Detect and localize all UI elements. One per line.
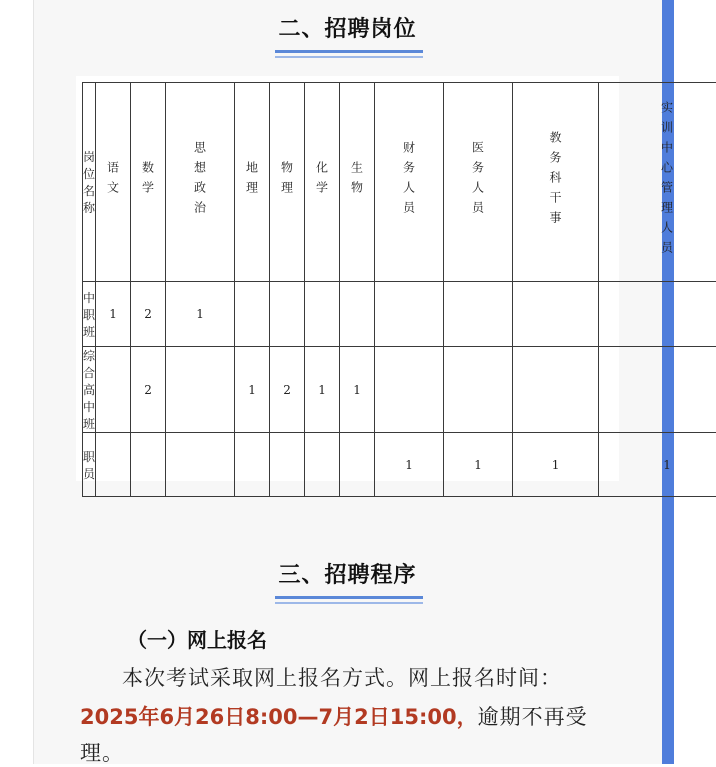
table-cell [599,282,716,347]
table-cell [444,347,513,433]
row-name: 职员 [83,433,96,497]
table-cell: 1 [375,433,444,497]
header-cell: 地理 [235,83,270,282]
table-row [83,347,716,433]
table-cell: 1 [599,433,716,497]
registration-date-range: 2025年6月26日8:00—7月2日15:00， [80,705,478,729]
section-2-title: 二、招聘岗位 [33,12,662,43]
section-3-underline-thin [275,602,423,604]
table-cell: 1 [513,433,599,497]
header-cell: 财务人员 [375,83,444,282]
paragraph-line-1: 本次考试采取网上报名方式。网上报名时间： [122,662,682,692]
paragraph-line-2 [80,701,640,731]
section-2-underline [275,50,423,53]
table-cell [305,282,340,347]
table-cell [131,433,166,497]
table-cell [166,347,235,433]
header-cell: 生物 [340,83,375,282]
table-row [83,433,716,497]
table-cell [235,282,270,347]
table-cell [166,433,235,497]
header-cell: 医务人员 [444,83,513,282]
table-cell: 1 [235,347,270,433]
header-cell: 教务科干事 [513,83,599,282]
table-cell [235,433,270,497]
table-header-row [83,83,716,282]
table-cell [513,282,599,347]
subheading-online-registration: （一）网上报名 [127,624,267,653]
table-cell [270,282,305,347]
table-cell [305,433,340,497]
table-cell [96,433,131,497]
recruitment-table [82,82,716,497]
header-cell: 语文 [96,83,131,282]
header-cell: 物理 [270,83,305,282]
table-cell [375,282,444,347]
paragraph-line-3: 理。 [80,737,640,767]
table-cell [96,347,131,433]
table-cell [340,282,375,347]
table-cell [340,433,375,497]
header-cell: 岗位名称 [83,83,96,282]
table-cell: 2 [131,282,166,347]
table-cell: 1 [305,347,340,433]
table-cell [270,433,305,497]
header-cell: 数学 [131,83,166,282]
table-cell: 1 [340,347,375,433]
table-cell: 1 [96,282,131,347]
table-cell [513,347,599,433]
header-cell: 思想政治 [166,83,235,282]
table-cell: 1 [166,282,235,347]
row-name: 综合高中班 [83,347,96,433]
section-3-title: 三、招聘程序 [33,558,662,589]
section-2-underline-thin [275,56,423,58]
section-3-underline [275,596,423,599]
row-name: 中职班 [83,282,96,347]
header-cell: 实训中心管理人员 [599,83,716,282]
table-cell: 2 [131,347,166,433]
header-cell: 化学 [305,83,340,282]
table-cell: 2 [270,347,305,433]
paragraph-line-2-rest: 逾期不再受 [478,705,588,729]
table-cell [375,347,444,433]
table-cell [444,282,513,347]
recruitment-table-image [76,76,619,481]
table-cell: 1 [444,433,513,497]
table-cell [599,347,716,433]
table-row [83,282,716,347]
